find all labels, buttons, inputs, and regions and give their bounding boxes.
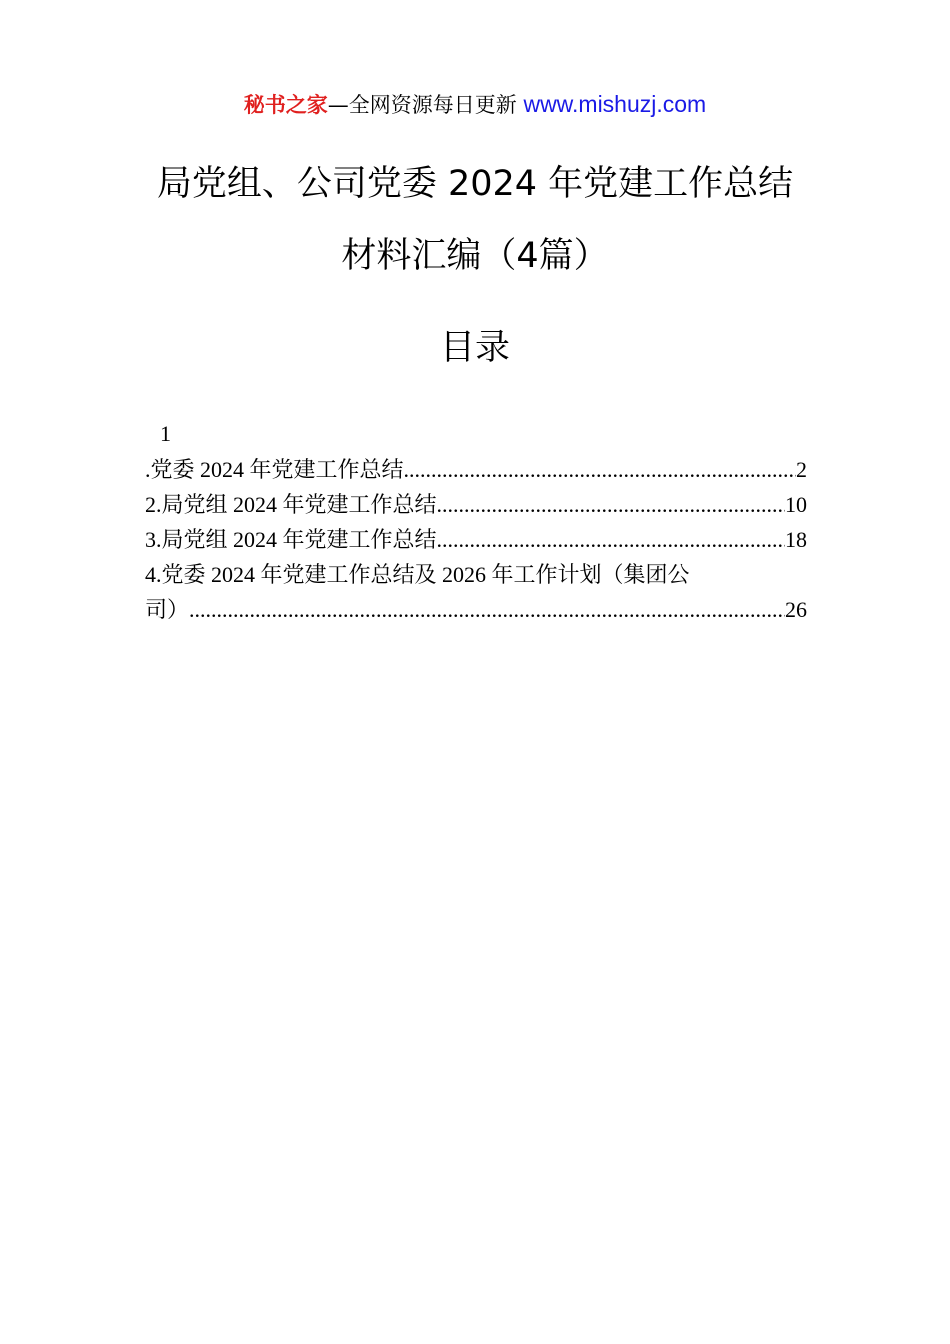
toc-entry-title: .党委 2024 年党建工作总结 [145,457,404,482]
toc-entry-title: 4.党委 2024 年党建工作总结及 2026 年工作计划（集团公 [145,562,690,587]
toc-entry-continuation [145,592,807,627]
toc-stray-number: 1 [160,421,171,446]
site-header [0,88,950,121]
toc-entry-1[interactable] [145,452,807,487]
site-url-link[interactable]: www.mishuzj.com [523,91,707,117]
toc-entry-4[interactable] [145,557,807,627]
title-line-1: 局党组、公司党委 2024 年党建工作总结 [156,164,794,204]
brand-name: 秘书之家 [243,93,328,117]
toc-leader-dots [437,487,785,522]
toc-leader-dots [189,592,785,627]
toc-entry-page: 2 [796,457,807,482]
table-of-contents [145,416,807,627]
toc-leader-dots [437,522,785,557]
toc-entry-2[interactable] [145,487,807,522]
document-title [0,148,950,292]
toc-heading: 目录 [439,328,510,368]
title-line-2: 材料汇编（4篇） [341,236,609,276]
toc-entry-page: 18 [785,527,807,552]
toc-entry-title-continued: 司） [145,597,190,622]
toc-entry-title: 3.局党组 2024 年党建工作总结 [145,527,437,552]
toc-entry-page: 26 [785,597,807,622]
header-tagline: —全网资源每日更新 [327,93,517,117]
toc-entry-page: 10 [785,492,807,517]
toc-entry-title: 2.局党组 2024 年党建工作总结 [145,492,437,517]
toc-entry-3[interactable] [145,522,807,557]
toc-leader-dots [404,452,796,487]
